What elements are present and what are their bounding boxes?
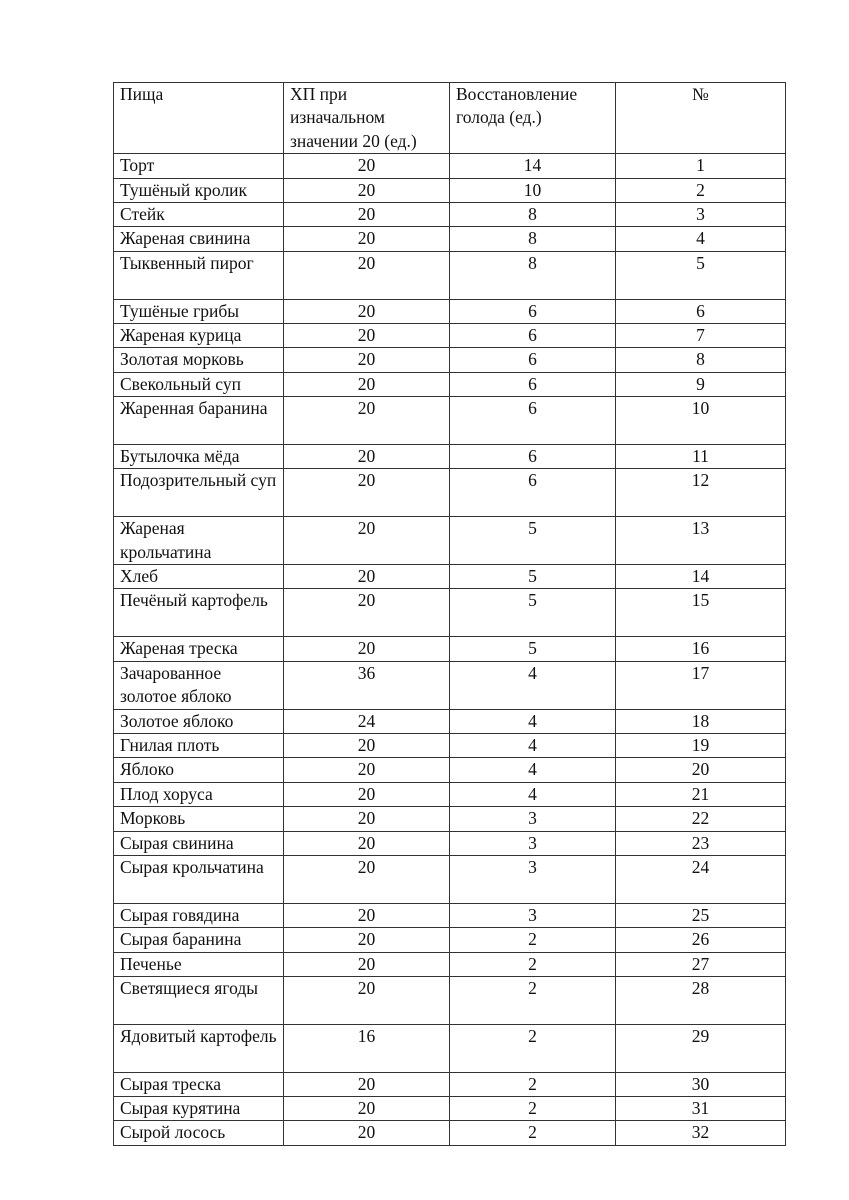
row-number-cell: 24: [616, 855, 786, 903]
food-name-cell: Жаренная баранина: [114, 397, 284, 445]
hp-cell: 20: [284, 445, 450, 469]
food-name-cell: Яблоко: [114, 758, 284, 782]
hunger-restore-cell: 3: [450, 807, 616, 831]
hp-cell: 20: [284, 324, 450, 348]
hp-cell: 20: [284, 178, 450, 202]
row-number-cell: 28: [616, 976, 786, 1024]
hp-cell: 36: [284, 661, 450, 709]
table-row: [114, 758, 786, 782]
table-row: [114, 227, 786, 251]
food-name-cell: Золотая морковь: [114, 348, 284, 372]
table-row: [114, 661, 786, 709]
food-name-cell: Тыквенный пирог: [114, 251, 284, 299]
hunger-restore-cell: 2: [450, 1096, 616, 1120]
row-number-cell: 3: [616, 203, 786, 227]
table-row: [114, 928, 786, 952]
food-name-cell: Плод хоруса: [114, 782, 284, 806]
hunger-restore-cell: 10: [450, 178, 616, 202]
row-number-cell: 4: [616, 227, 786, 251]
table-row: [114, 565, 786, 589]
table-row: [114, 251, 786, 299]
food-name-cell: Сырая говядина: [114, 903, 284, 927]
hunger-restore-cell: 14: [450, 154, 616, 178]
row-number-cell: 18: [616, 709, 786, 733]
hp-cell: 20: [284, 203, 450, 227]
food-name-cell: Сырая свинина: [114, 831, 284, 855]
food-name-cell: Стейк: [114, 203, 284, 227]
row-number-cell: 2: [616, 178, 786, 202]
table-row: [114, 299, 786, 323]
hunger-restore-cell: 6: [450, 348, 616, 372]
row-number-cell: 15: [616, 589, 786, 637]
hunger-restore-cell: 6: [450, 469, 616, 517]
row-number-cell: 25: [616, 903, 786, 927]
food-name-cell: Сырой лосось: [114, 1121, 284, 1145]
table-row: [114, 469, 786, 517]
hp-cell: 20: [284, 1096, 450, 1120]
row-number-cell: 7: [616, 324, 786, 348]
row-number-cell: 30: [616, 1072, 786, 1096]
hunger-restore-cell: 6: [450, 445, 616, 469]
hunger-restore-cell: 5: [450, 589, 616, 637]
hunger-restore-cell: 8: [450, 251, 616, 299]
hp-cell: 20: [284, 952, 450, 976]
table-row: [114, 178, 786, 202]
table-row: [114, 517, 786, 565]
hp-cell: 20: [284, 1121, 450, 1145]
hp-cell: 20: [284, 565, 450, 589]
food-name-cell: Жареная треска: [114, 637, 284, 661]
food-name-cell: Зачарованное золотое яблоко: [114, 661, 284, 709]
table-row: [114, 372, 786, 396]
row-number-cell: 22: [616, 807, 786, 831]
table-row: [114, 782, 786, 806]
hunger-restore-cell: 4: [450, 758, 616, 782]
hp-cell: 20: [284, 517, 450, 565]
hp-cell: 20: [284, 1072, 450, 1096]
hp-cell: 20: [284, 807, 450, 831]
table-row: [114, 154, 786, 178]
row-number-cell: 1: [616, 154, 786, 178]
row-number-cell: 10: [616, 397, 786, 445]
food-name-cell: Сырая крольчатина: [114, 855, 284, 903]
hp-cell: 24: [284, 709, 450, 733]
row-number-cell: 12: [616, 469, 786, 517]
food-name-cell: Печёный картофель: [114, 589, 284, 637]
table-row: [114, 976, 786, 1024]
table-row: [114, 445, 786, 469]
hp-cell: 16: [284, 1024, 450, 1072]
table-row: [114, 709, 786, 733]
food-name-cell: Жареная курица: [114, 324, 284, 348]
row-number-cell: 9: [616, 372, 786, 396]
hp-cell: 20: [284, 976, 450, 1024]
hunger-restore-cell: 4: [450, 709, 616, 733]
row-number-cell: 29: [616, 1024, 786, 1072]
hunger-restore-cell: 4: [450, 733, 616, 757]
food-name-cell: Свекольный суп: [114, 372, 284, 396]
food-name-cell: Сырая курятина: [114, 1096, 284, 1120]
hunger-restore-cell: 2: [450, 1072, 616, 1096]
row-number-cell: 5: [616, 251, 786, 299]
row-number-cell: 23: [616, 831, 786, 855]
row-number-cell: 20: [616, 758, 786, 782]
table-body: [114, 154, 786, 1146]
food-name-cell: Золотое яблоко: [114, 709, 284, 733]
row-number-cell: 26: [616, 928, 786, 952]
row-number-cell: 17: [616, 661, 786, 709]
hunger-restore-cell: 2: [450, 928, 616, 952]
hunger-restore-cell: 5: [450, 565, 616, 589]
table-row: [114, 855, 786, 903]
hp-cell: 20: [284, 227, 450, 251]
table-row: [114, 903, 786, 927]
food-name-cell: Жареная свинина: [114, 227, 284, 251]
table-row: [114, 324, 786, 348]
hunger-restore-cell: 5: [450, 517, 616, 565]
hp-cell: 20: [284, 251, 450, 299]
hp-cell: 20: [284, 733, 450, 757]
hunger-restore-cell: 3: [450, 903, 616, 927]
food-name-cell: Печенье: [114, 952, 284, 976]
row-number-cell: 14: [616, 565, 786, 589]
table-row: [114, 1096, 786, 1120]
table-row: [114, 397, 786, 445]
hp-cell: 20: [284, 903, 450, 927]
header-food: Пища: [114, 83, 284, 154]
table-header-row: [114, 83, 786, 154]
hp-cell: 20: [284, 154, 450, 178]
row-number-cell: 31: [616, 1096, 786, 1120]
row-number-cell: 19: [616, 733, 786, 757]
food-name-cell: Подозрительный суп: [114, 469, 284, 517]
table-row: [114, 637, 786, 661]
row-number-cell: 32: [616, 1121, 786, 1145]
hunger-restore-cell: 2: [450, 1024, 616, 1072]
hunger-restore-cell: 3: [450, 831, 616, 855]
hp-cell: 20: [284, 589, 450, 637]
table-row: [114, 589, 786, 637]
hp-cell: 20: [284, 348, 450, 372]
hunger-restore-cell: 3: [450, 855, 616, 903]
table-row: [114, 831, 786, 855]
hunger-restore-cell: 4: [450, 661, 616, 709]
row-number-cell: 21: [616, 782, 786, 806]
hp-cell: 20: [284, 758, 450, 782]
row-number-cell: 11: [616, 445, 786, 469]
food-name-cell: Сырая баранина: [114, 928, 284, 952]
food-name-cell: Жареная крольчатина: [114, 517, 284, 565]
food-name-cell: Хлеб: [114, 565, 284, 589]
row-number-cell: 13: [616, 517, 786, 565]
hp-cell: 20: [284, 637, 450, 661]
row-number-cell: 16: [616, 637, 786, 661]
row-number-cell: 27: [616, 952, 786, 976]
hunger-restore-cell: 6: [450, 299, 616, 323]
table-row: [114, 952, 786, 976]
food-name-cell: Тушёные грибы: [114, 299, 284, 323]
hunger-restore-cell: 6: [450, 397, 616, 445]
hp-cell: 20: [284, 372, 450, 396]
row-number-cell: 6: [616, 299, 786, 323]
hunger-restore-cell: 2: [450, 1121, 616, 1145]
table-row: [114, 807, 786, 831]
hp-cell: 20: [284, 469, 450, 517]
hunger-restore-cell: 2: [450, 952, 616, 976]
hunger-restore-cell: 6: [450, 324, 616, 348]
hunger-restore-cell: 8: [450, 227, 616, 251]
hp-cell: 20: [284, 928, 450, 952]
hunger-restore-cell: 5: [450, 637, 616, 661]
food-name-cell: Бутылочка мёда: [114, 445, 284, 469]
food-name-cell: Светящиеся ягоды: [114, 976, 284, 1024]
hunger-restore-cell: 4: [450, 782, 616, 806]
table-row: [114, 1121, 786, 1145]
food-name-cell: Морковь: [114, 807, 284, 831]
food-name-cell: Сырая треска: [114, 1072, 284, 1096]
hunger-restore-cell: 6: [450, 372, 616, 396]
hp-cell: 20: [284, 855, 450, 903]
row-number-cell: 8: [616, 348, 786, 372]
hp-cell: 20: [284, 782, 450, 806]
food-table: [113, 82, 786, 1146]
header-hunger: Восстановление голода (ед.): [450, 83, 616, 154]
hunger-restore-cell: 8: [450, 203, 616, 227]
table-row: [114, 1072, 786, 1096]
table-row: [114, 733, 786, 757]
food-name-cell: Торт: [114, 154, 284, 178]
table-row: [114, 348, 786, 372]
hp-cell: 20: [284, 299, 450, 323]
table-row: [114, 1024, 786, 1072]
hp-cell: 20: [284, 831, 450, 855]
header-hp: ХП при изначальном значении 20 (ед.): [284, 83, 450, 154]
food-name-cell: Гнилая плоть: [114, 733, 284, 757]
header-number: №: [616, 83, 786, 154]
hp-cell: 20: [284, 397, 450, 445]
food-name-cell: Ядовитый картофель: [114, 1024, 284, 1072]
hunger-restore-cell: 2: [450, 976, 616, 1024]
table-row: [114, 203, 786, 227]
food-name-cell: Тушёный кролик: [114, 178, 284, 202]
